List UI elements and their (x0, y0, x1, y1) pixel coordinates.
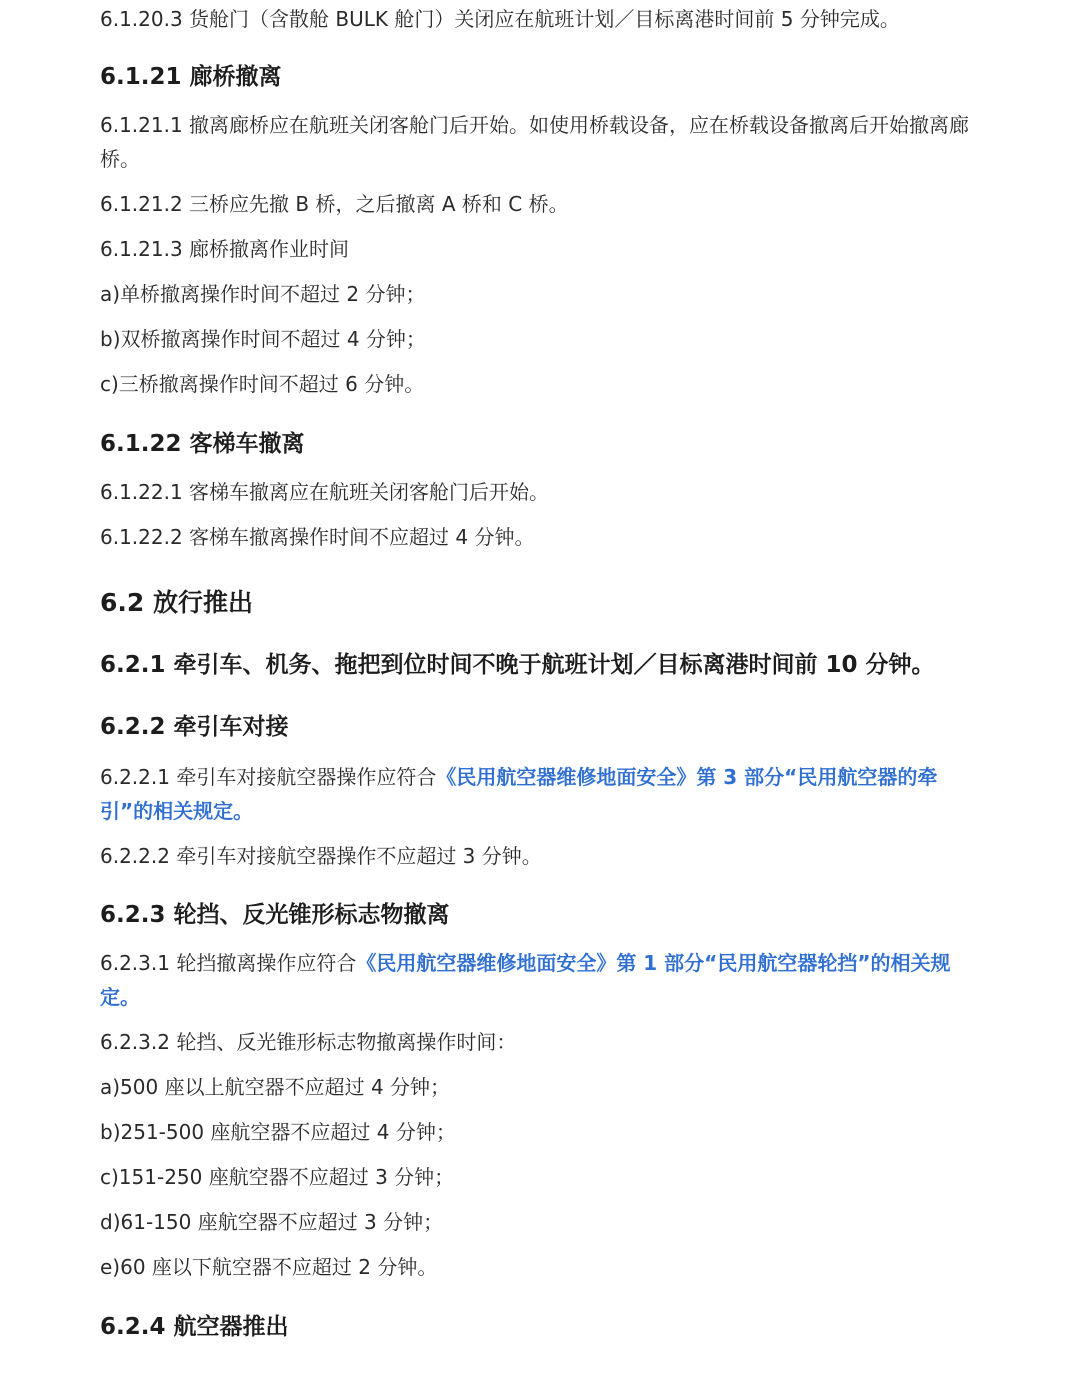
list-item-6-2-3-2-e: e)60 座以下航空器不应超过 2 分钟。 (100, 1255, 438, 1279)
heading-6-1-22: 6.1.22 客梯车撤离 (100, 431, 305, 457)
heading-6-2: 6.2 放行推出 (100, 588, 253, 617)
standard-reference-link-part1[interactable]: 《民用航空器维修地面安全》第 1 部分“民用航空器轮挡”的相关规定。 (100, 951, 951, 1009)
paragraph-6-1-21-3: 6.1.21.3 廊桥撤离作业时间 (100, 237, 350, 261)
paragraph-6-1-22-2: 6.1.22.2 客梯车撤离操作时间不应超过 4 分钟。 (100, 525, 535, 549)
list-item-6-2-3-2-b: b)251-500 座航空器不应超过 4 分钟； (100, 1120, 456, 1144)
paragraph-6-1-21-1: 6.1.21.1 撤离廊桥应在航班关闭客舱门后开始。如使用桥载设备，应在桥载设备撤离后开始撤离廊桥。 (100, 113, 970, 171)
paragraph-6-1-20-3: 6.1.20.3 货舱门（含散舱 BULK 舱门）关闭应在航班计划／目标离港时间前 5 分钟完成。 (100, 7, 900, 31)
paragraph-6-2-3-1-text: 6.2.3.1 轮挡撤离操作应符合 (100, 951, 357, 975)
paragraph-6-2-2-2: 6.2.2.2 牵引车对接航空器操作不应超过 3 分钟。 (100, 844, 542, 868)
list-item-6-2-3-2-c: c)151-250 座航空器不应超过 3 分钟； (100, 1165, 455, 1189)
paragraph-6-2-3-1 (100, 946, 980, 1014)
paragraph-6-1-22-1: 6.1.22.1 客梯车撤离应在航班关闭客舱门后开始。 (100, 480, 550, 504)
standard-reference-link-part3[interactable]: 《民用航空器维修地面安全》第 3 部分“民用航空器的牵引”的相关规定。 (100, 765, 938, 823)
list-item-6-1-21-3-c: c)三桥撤离操作时间不超过 6 分钟。 (100, 372, 425, 396)
heading-6-2-4: 6.2.4 航空器推出 (100, 1314, 289, 1340)
heading-6-2-3: 6.2.3 轮挡、反光锥形标志物撤离 (100, 902, 450, 928)
paragraph-6-2-3-2: 6.2.3.2 轮挡、反光锥形标志物撤离操作时间： (100, 1030, 517, 1054)
list-item-6-2-3-2-a: a)500 座以上航空器不应超过 4 分钟； (100, 1075, 451, 1099)
list-item-6-2-3-2-d: d)61-150 座航空器不应超过 3 分钟； (100, 1210, 444, 1234)
paragraph-6-2-2-1 (100, 760, 980, 828)
paragraph-6-1-21-2: 6.1.21.2 三桥应先撤 B 桥，之后撤离 A 桥和 C 桥。 (100, 192, 569, 216)
list-item-6-1-21-3-a: a)单桥撤离操作时间不超过 2 分钟； (100, 282, 426, 306)
paragraph-6-2-2-1-text: 6.2.2.1 牵引车对接航空器操作应符合 (100, 765, 437, 789)
heading-6-1-21: 6.1.21 廊桥撤离 (100, 64, 282, 90)
list-item-6-1-21-3-b: b)双桥撤离操作时间不超过 4 分钟； (100, 327, 426, 351)
heading-6-2-2: 6.2.2 牵引车对接 (100, 714, 289, 740)
heading-6-2-1: 6.2.1 牵引车、机务、拖把到位时间不晚于航班计划／目标离港时间前 10 分钟。 (100, 652, 935, 678)
